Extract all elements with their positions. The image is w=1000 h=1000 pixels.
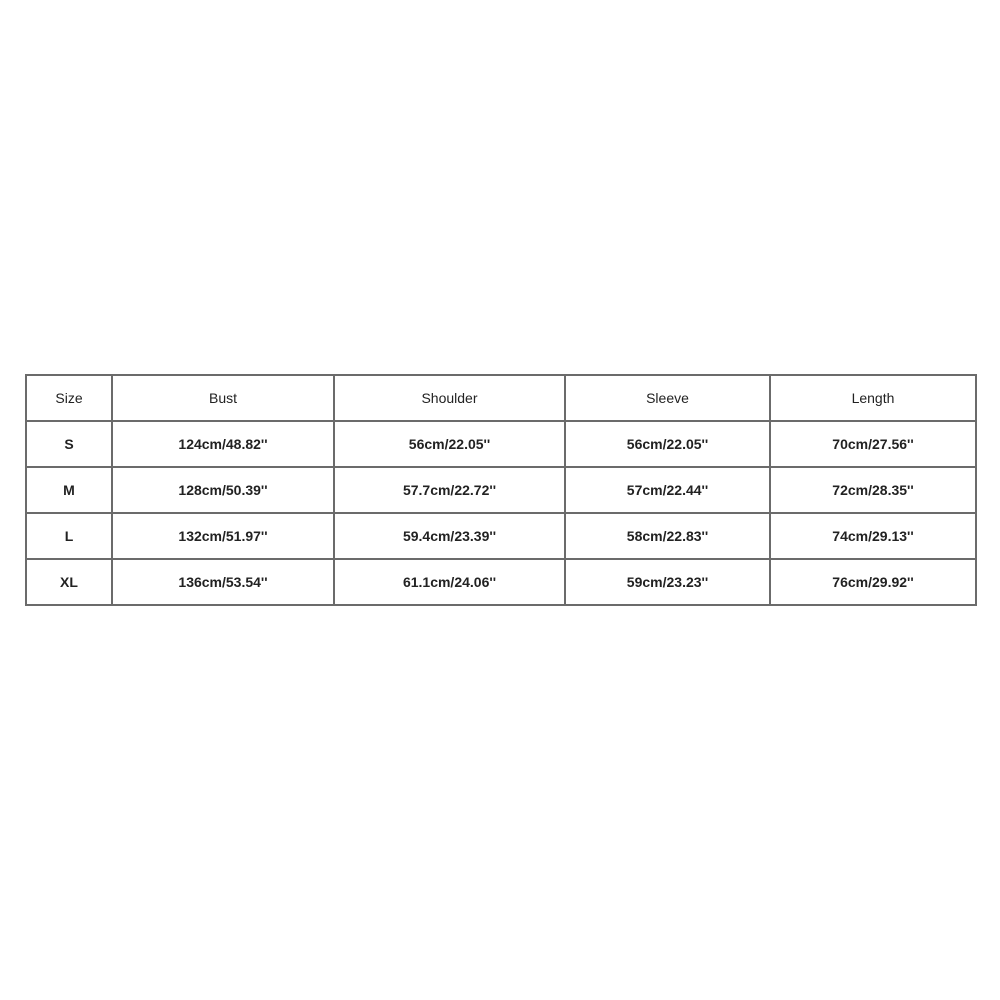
- header-bust: Bust: [112, 375, 334, 421]
- cell-sleeve: 56cm/22.05'': [565, 421, 770, 467]
- cell-bust: 136cm/53.54'': [112, 559, 334, 605]
- header-row: [26, 375, 976, 421]
- cell-size: M: [26, 467, 112, 513]
- cell-size: L: [26, 513, 112, 559]
- cell-shoulder: 56cm/22.05'': [334, 421, 565, 467]
- cell-size: S: [26, 421, 112, 467]
- header-length: Length: [770, 375, 976, 421]
- cell-size: XL: [26, 559, 112, 605]
- cell-sleeve: 59cm/23.23'': [565, 559, 770, 605]
- table-row: [26, 421, 976, 467]
- cell-length: 74cm/29.13'': [770, 513, 976, 559]
- cell-bust: 124cm/48.82'': [112, 421, 334, 467]
- header-shoulder: Shoulder: [334, 375, 565, 421]
- header-sleeve: Sleeve: [565, 375, 770, 421]
- cell-length: 70cm/27.56'': [770, 421, 976, 467]
- cell-shoulder: 61.1cm/24.06'': [334, 559, 565, 605]
- cell-sleeve: 57cm/22.44'': [565, 467, 770, 513]
- table-row: [26, 513, 976, 559]
- size-chart-table: [25, 374, 977, 606]
- cell-bust: 128cm/50.39'': [112, 467, 334, 513]
- cell-shoulder: 57.7cm/22.72'': [334, 467, 565, 513]
- table-row: [26, 559, 976, 605]
- cell-length: 76cm/29.92'': [770, 559, 976, 605]
- cell-bust: 132cm/51.97'': [112, 513, 334, 559]
- cell-shoulder: 59.4cm/23.39'': [334, 513, 565, 559]
- cell-length: 72cm/28.35'': [770, 467, 976, 513]
- header-size: Size: [26, 375, 112, 421]
- table-row: [26, 467, 976, 513]
- cell-sleeve: 58cm/22.83'': [565, 513, 770, 559]
